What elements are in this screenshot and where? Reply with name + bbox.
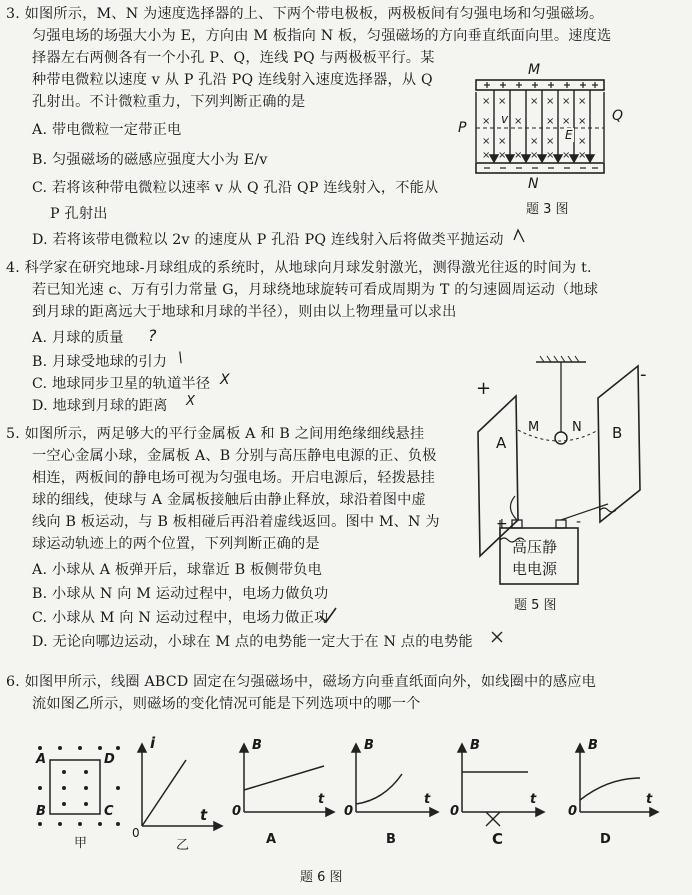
q4-mark-b: \ xyxy=(178,350,183,366)
option-a-xlabel: t xyxy=(318,792,325,807)
option-a-label: A xyxy=(266,832,277,847)
q3-line-2: 匀强电场的场强大小为 E，方向由 M 板指向 N 板，匀强磁场的方向垂直纸面向里。速度选 xyxy=(32,28,612,44)
q4-mark-c: X xyxy=(220,372,230,388)
current-graph xyxy=(138,744,222,830)
svg-text:×: × xyxy=(562,96,571,107)
svg-text:×: × xyxy=(514,150,523,161)
q5-line-6: 球运动轨迹上的两个位置，下列判断正确的是 xyxy=(32,536,320,552)
q4-option-a: A. 月球的质量 xyxy=(32,330,124,346)
coil-label-c: C xyxy=(104,804,114,819)
coil-label-b: B xyxy=(36,804,46,819)
plate-n xyxy=(476,163,604,173)
q4-line-1: 4. 科学家在研究地球-月球组成的系统时，从地球向月球发射激光，测得激光往返的时间为 t. xyxy=(6,260,592,276)
q3-d-cross-mark xyxy=(514,230,524,242)
coil-label-a: A xyxy=(36,752,47,767)
svg-text:×: × xyxy=(578,136,587,147)
option-c-ylabel: B xyxy=(470,738,480,753)
svg-text:×: × xyxy=(546,150,555,161)
q3-label-v: v xyxy=(501,112,509,126)
coil-caption: 甲 xyxy=(74,836,88,851)
q6-line-2: 流如图乙所示，则磁场的变化情况可能是下列选项中的哪一个 xyxy=(32,696,421,712)
q3-label-p: P xyxy=(458,120,467,136)
q3-option-c-cont: P 孔射出 xyxy=(50,206,108,222)
svg-text:×: × xyxy=(578,116,587,127)
option-d-label: D xyxy=(600,832,611,847)
q3-option-b: B. 匀强磁场的磁感应强度大小为 E/v xyxy=(32,152,268,168)
q5-option-b: B. 小球从 N 向 M 运动过程中，电场力做负功 xyxy=(32,586,329,602)
q3-line-3: 择器左右两侧各有一个小孔 P、Q，连线 PQ 与两极板平行。某 xyxy=(32,50,435,66)
q5-source-minus: - xyxy=(576,514,582,530)
q6-line-1: 6. 如图甲所示，线圈 ABCD 固定在匀强磁场中，磁场方向垂直纸面向外，如线圈中的感应电 xyxy=(6,674,596,690)
option-c-xlabel: t xyxy=(530,792,537,807)
svg-text:×: × xyxy=(578,150,587,161)
option-c-label: C xyxy=(492,830,504,848)
current-graph-xlabel: t xyxy=(200,806,208,824)
svg-text:×: × xyxy=(562,116,571,127)
q5-d-cross-mark xyxy=(492,632,502,642)
q5-label-m: M xyxy=(528,420,540,435)
q5-option-c: C. 小球从 M 向 N 运动过程中，电场力做正功 xyxy=(32,610,329,626)
q5-line-1: 5. 如图所示，两足够大的平行金属板 A 和 B 之间用绝缘细线悬挂 xyxy=(6,426,425,442)
q5-plus-sign: + xyxy=(476,378,492,399)
q5-source-label-2: 电电源 xyxy=(512,560,558,578)
svg-text:×: × xyxy=(482,150,491,161)
q3-caption: 题 3 图 xyxy=(526,202,569,217)
svg-text:×: × xyxy=(482,96,491,107)
q5-line-4: 球的细线，使球与 A 金属板接触后由静止释放，球沿着图中虚 xyxy=(32,492,426,508)
q3-label-q: Q xyxy=(612,108,624,124)
q4-mark-a: ? xyxy=(148,326,157,345)
q5-source-plus: + xyxy=(496,516,508,532)
current-graph-caption: 乙 xyxy=(176,838,190,853)
q3-line-1: 3. 如图所示，M、N 为速度选择器的上、下两个带电极板，两极板间有匀强电场和匀强磁场。 xyxy=(6,6,604,22)
option-b-label: B xyxy=(386,832,396,847)
q3-label-n: N xyxy=(528,176,539,192)
q4-option-d: D. 地球到月球的距离 xyxy=(32,398,168,414)
q5-source-label-1: 高压静 xyxy=(512,538,558,556)
q5-line-5: 线向 B 板运动，与 B 板相碰后再沿着虚线返回。图中 M、N 为 xyxy=(32,514,440,530)
svg-text:×: × xyxy=(562,150,571,161)
current-graph-origin: 0 xyxy=(132,826,140,840)
option-d-ylabel: B xyxy=(588,738,598,753)
q3-line-4: 种带电微粒以速度 v 从 P 孔沿 PQ 连线射入速度选择器，从 Q xyxy=(32,72,433,88)
svg-text:×: × xyxy=(482,116,491,127)
option-d-origin: 0 xyxy=(568,804,578,819)
q5-caption: 题 5 图 xyxy=(514,598,557,613)
option-b-xlabel: t xyxy=(424,792,431,807)
option-c-cross-mark xyxy=(486,812,500,826)
q3-line-5: 孔射出。不计微粒重力，下列判断正确的是 xyxy=(32,94,306,110)
q3-option-c: C. 若将该种带电微粒以速率 v 从 Q 孔沿 QP 连线射入，不能从 xyxy=(32,180,439,196)
q4-option-c: C. 地球同步卫星的轨道半径 xyxy=(32,376,211,392)
option-a-origin: 0 xyxy=(232,804,242,819)
svg-text:×: × xyxy=(498,150,507,161)
svg-text:×: × xyxy=(578,96,587,107)
q4-line-2: 若已知光速 c、万有引力常量 G，月球绕地球旋转可看成周期为 T 的匀速圆周运动（地球 xyxy=(32,282,599,298)
option-d-xlabel: t xyxy=(646,792,653,807)
svg-text:×: × xyxy=(498,136,507,147)
svg-text:×: × xyxy=(530,150,539,161)
q5-label-b: B xyxy=(612,424,623,442)
option-b-ylabel: B xyxy=(364,738,374,753)
coil-label-d: D xyxy=(104,752,115,767)
current-graph-ylabel: i xyxy=(150,734,156,752)
q5-option-a: A. 小球从 A 板弹开后，球靠近 B 板侧带负电 xyxy=(32,562,322,578)
option-c-origin: 0 xyxy=(450,804,460,819)
q3-label-m: M xyxy=(528,62,541,78)
option-a-ylabel: B xyxy=(252,738,262,753)
plate-m xyxy=(476,80,604,90)
q6-caption: 题 6 图 xyxy=(300,870,343,885)
q3-option-a: A. 带电微粒一定带正电 xyxy=(32,122,182,138)
q3-label-e: E xyxy=(565,128,573,142)
q5-line-3: 相连，两板间的静电场可视为匀强电场。开启电源后，轻拨悬挂 xyxy=(32,470,435,486)
q4-option-b: B. 月球受地球的引力 xyxy=(32,354,168,370)
q4-line-3: 到月球的距离远大于地球和月球的半径），则由以上物理量可以求出 xyxy=(32,304,457,320)
q5-option-d: D. 无论向哪边运动，小球在 M 点的电势能一定大于在 N 点的电势能 xyxy=(32,634,473,650)
q5-label-n: N xyxy=(572,420,582,435)
svg-text:×: × xyxy=(546,96,555,107)
svg-text:×: × xyxy=(546,136,555,147)
svg-text:×: × xyxy=(514,116,523,127)
option-b-origin: 0 xyxy=(344,804,354,819)
q4-mark-d: X xyxy=(186,394,195,409)
svg-text:×: × xyxy=(530,136,539,147)
q5-minus-sign: - xyxy=(640,364,647,385)
q5-line-2: 一空心金属小球，金属板 A、B 分别与高压静电电源的正、负极 xyxy=(32,448,437,464)
svg-text:×: × xyxy=(546,116,555,127)
svg-text:×: × xyxy=(482,136,491,147)
svg-text:×: × xyxy=(498,96,507,107)
svg-text:×: × xyxy=(530,96,539,107)
q5-label-a: A xyxy=(496,434,507,452)
q3-option-d: D. 若将该带电微粒以 2v 的速度从 P 孔沿 PQ 连线射入后将做类平抛运动 xyxy=(32,232,504,248)
